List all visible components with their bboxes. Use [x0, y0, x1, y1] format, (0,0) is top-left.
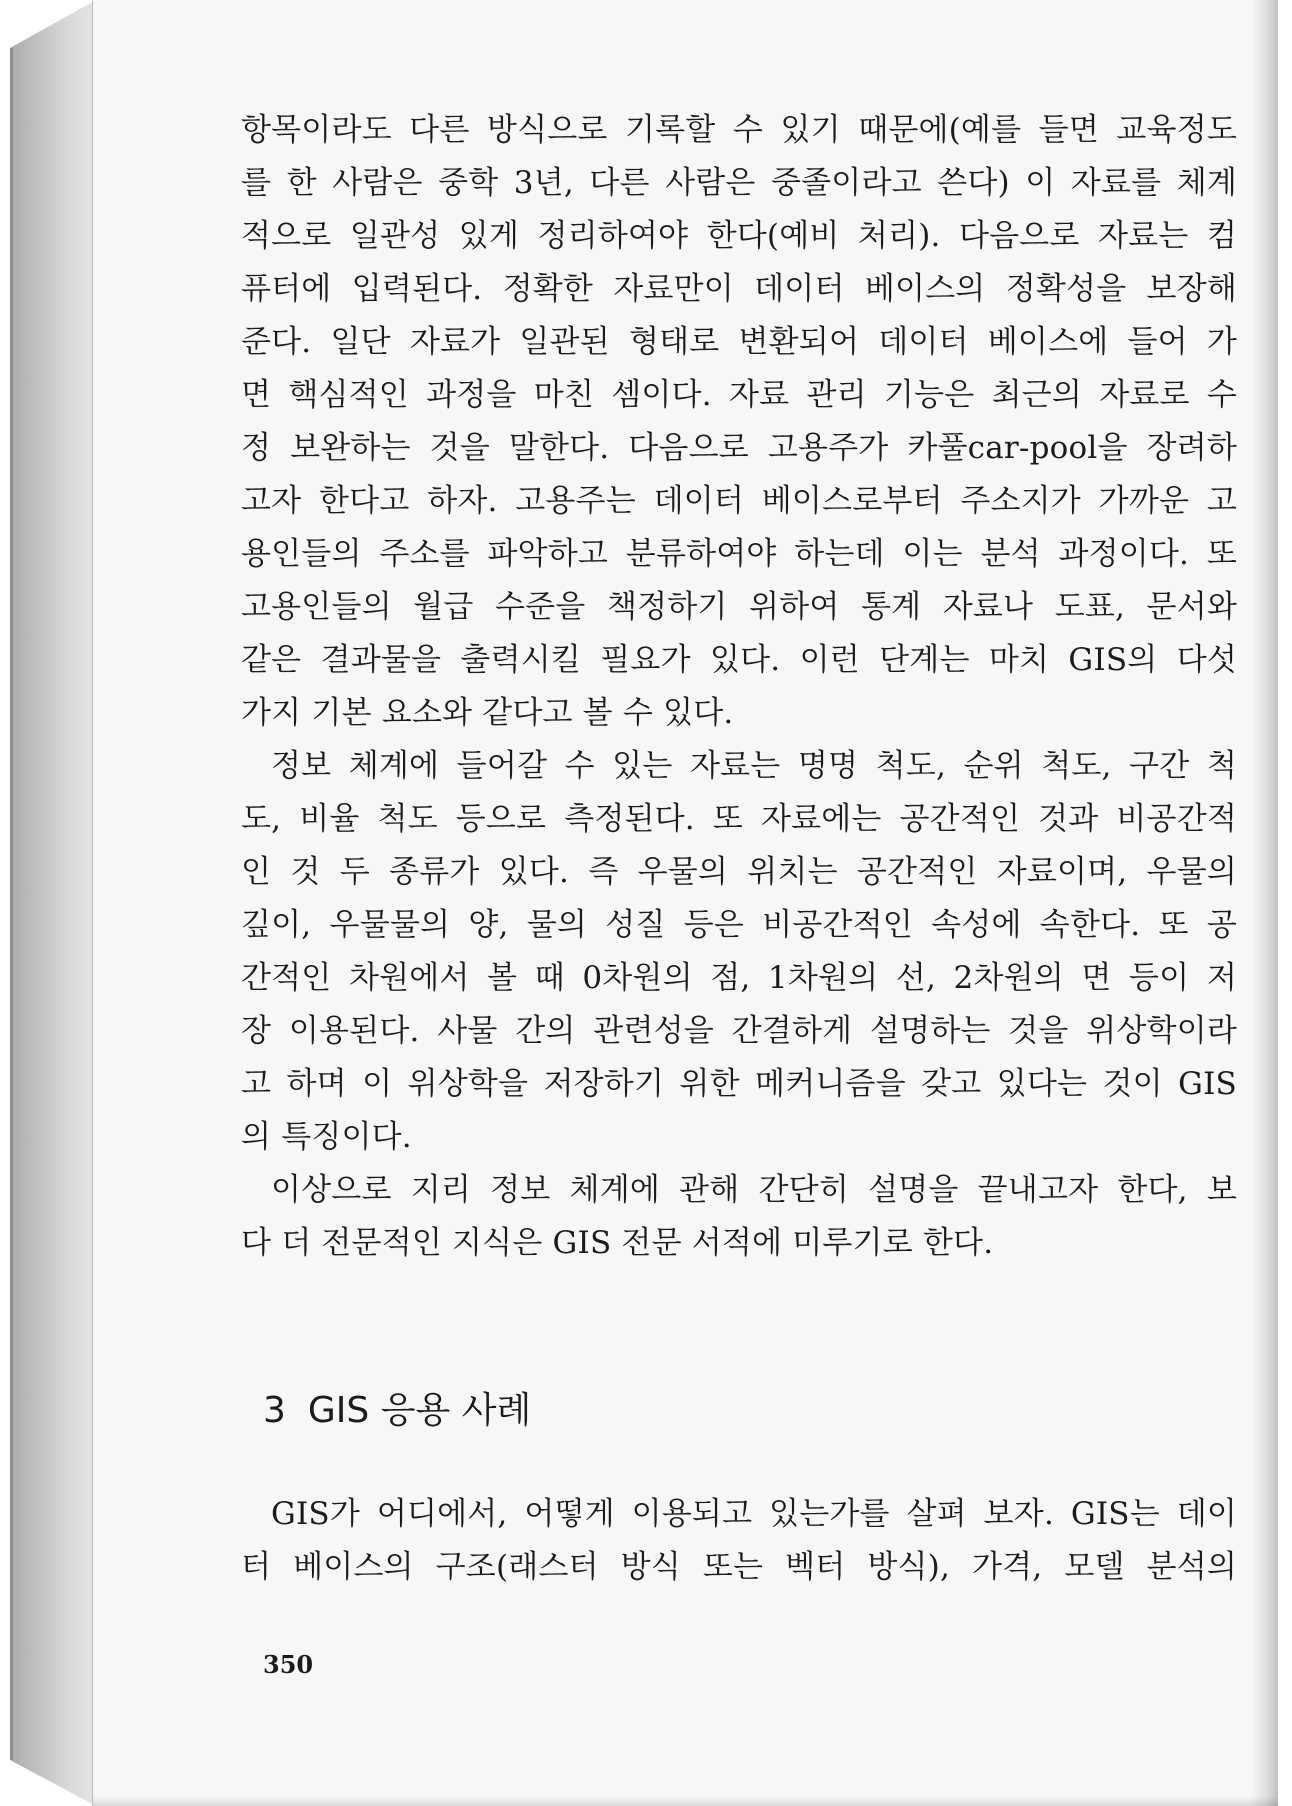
paragraph-2: [241, 740, 1237, 1164]
text-line: 다 더 전문적인 지식은 GIS 전문 서적에 미루기로 한다.: [241, 1225, 994, 1261]
section-title: GIS 응용 사례: [307, 1390, 532, 1431]
book-page: [92, 0, 1278, 1806]
text-line: 고용인들의 월급 수준을 책정하기 위하여 통계 자료나 도표, 문서와: [241, 589, 1237, 625]
section-heading: [263, 1382, 531, 1433]
text-line: 인 것 두 종류가 있다. 즉 우물의 위치는 공간적인 자료이며, 우물의: [241, 854, 1237, 890]
page-number: 350: [263, 1650, 314, 1679]
page-bottom-shadow: [93, 1796, 1278, 1806]
paragraph-1: [241, 104, 1237, 740]
text-line: 정 보완하는 것을 말한다. 다음으로 고용주가 카풀car-pool을 장려하: [241, 430, 1237, 466]
page-edge-shadow: [1250, 0, 1278, 1806]
text-line: 이상으로 지리 정보 체계에 관해 간단히 설명을 끝내고자 한다, 보: [271, 1172, 1237, 1208]
section-body-text: [241, 1488, 1237, 1594]
text-line: 면 핵심적인 과정을 마친 셈이다. 자료 관리 기능은 최근의 자료로 수: [241, 377, 1237, 413]
paragraph-3: [241, 1164, 1237, 1270]
text-line: 장 이용된다. 사물 간의 관련성을 간결하게 설명하는 것을 위상학이라: [241, 1013, 1237, 1049]
section-number: 3: [263, 1390, 286, 1431]
text-line: 준다. 일단 자료가 일관된 형태로 변환되어 데이터 베이스에 들어 가: [241, 324, 1237, 360]
paragraph-4: [241, 1488, 1237, 1594]
text-line: 퓨터에 입력된다. 정확한 자료만이 데이터 베이스의 정확성을 보장해: [241, 271, 1237, 307]
text-line: 의 특징이다.: [241, 1119, 412, 1155]
text-line: 고자 한다고 하자. 고용주는 데이터 베이스로부터 주소지가 가까운 고: [241, 483, 1237, 519]
text-line: 터 베이스의 구조(래스터 방식 또는 벡터 방식), 가격, 모델 분석의: [241, 1549, 1237, 1585]
body-text: [241, 104, 1237, 1270]
text-line: 용인들의 주소를 파악하고 분류하여야 하는데 이는 분석 과정이다. 또: [241, 536, 1237, 572]
text-line: 항목이라도 다른 방식으로 기록할 수 있기 때문에(예를 들면 교육정도: [241, 112, 1237, 148]
text-line: 같은 결과물을 출력시킬 필요가 있다. 이런 단계는 마치 GIS의 다섯: [241, 642, 1237, 678]
text-line: 간적인 차원에서 볼 때 0차원의 점, 1차원의 선, 2차원의 면 등이 저: [241, 960, 1237, 996]
book-spine: [10, 0, 96, 1806]
text-line: 를 한 사람은 중학 3년, 다른 사람은 중졸이라고 쓴다) 이 자료를 체계: [241, 165, 1237, 201]
text-line: 도, 비율 척도 등으로 측정된다. 또 자료에는 공간적인 것과 비공간적: [241, 801, 1237, 837]
text-line: 깊이, 우물물의 양, 물의 성질 등은 비공간적인 속성에 속한다. 또 공: [241, 907, 1237, 943]
text-line: 고 하며 이 위상학을 저장하기 위한 메커니즘을 갖고 있다는 것이 GIS: [241, 1066, 1237, 1102]
text-line: GIS가 어디에서, 어떻게 이용되고 있는가를 살펴 보자. GIS는 데이: [271, 1496, 1237, 1532]
text-line: 정보 체계에 들어갈 수 있는 자료는 명명 척도, 순위 척도, 구간 척: [271, 748, 1237, 784]
text-line: 가지 기본 요소와 같다고 볼 수 있다.: [241, 695, 734, 731]
text-line: 적으로 일관성 있게 정리하여야 한다(예비 처리). 다음으로 자료는 컴: [241, 218, 1237, 254]
